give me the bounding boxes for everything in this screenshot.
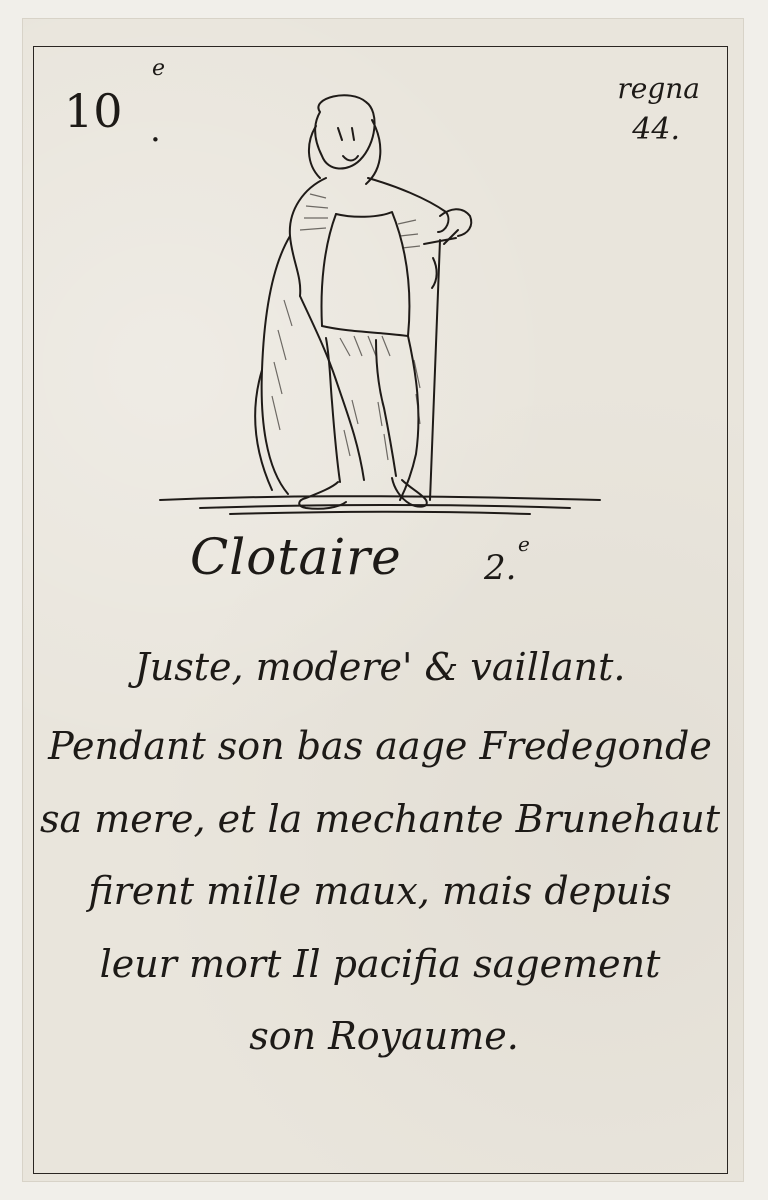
verse-line: leur mort Il pacifia sagement bbox=[99, 942, 661, 986]
standing-king-with-sword-icon bbox=[140, 90, 630, 520]
verse-line: sa mere, et la mechante Brunehaut bbox=[40, 797, 720, 841]
verse-line: Pendant son bas aage Fredegonde bbox=[48, 724, 712, 768]
verse-line: firent mille maux, mais depuis bbox=[88, 869, 672, 913]
card-number: 10 bbox=[64, 84, 123, 138]
card-number-superscript: e bbox=[152, 56, 166, 81]
card-title-ordinal-superscript: e bbox=[518, 532, 530, 556]
card-title-ordinal: 2. bbox=[484, 548, 517, 588]
reign-label: regna bbox=[617, 72, 700, 105]
verse-line: son Royaume. bbox=[249, 1014, 519, 1058]
verse-line: Juste, modere' & vaillant. bbox=[134, 645, 626, 689]
card-number-suffix: . bbox=[150, 110, 161, 150]
reign-years: 44. bbox=[632, 112, 680, 147]
card-title-name: Clotaire bbox=[190, 528, 402, 586]
